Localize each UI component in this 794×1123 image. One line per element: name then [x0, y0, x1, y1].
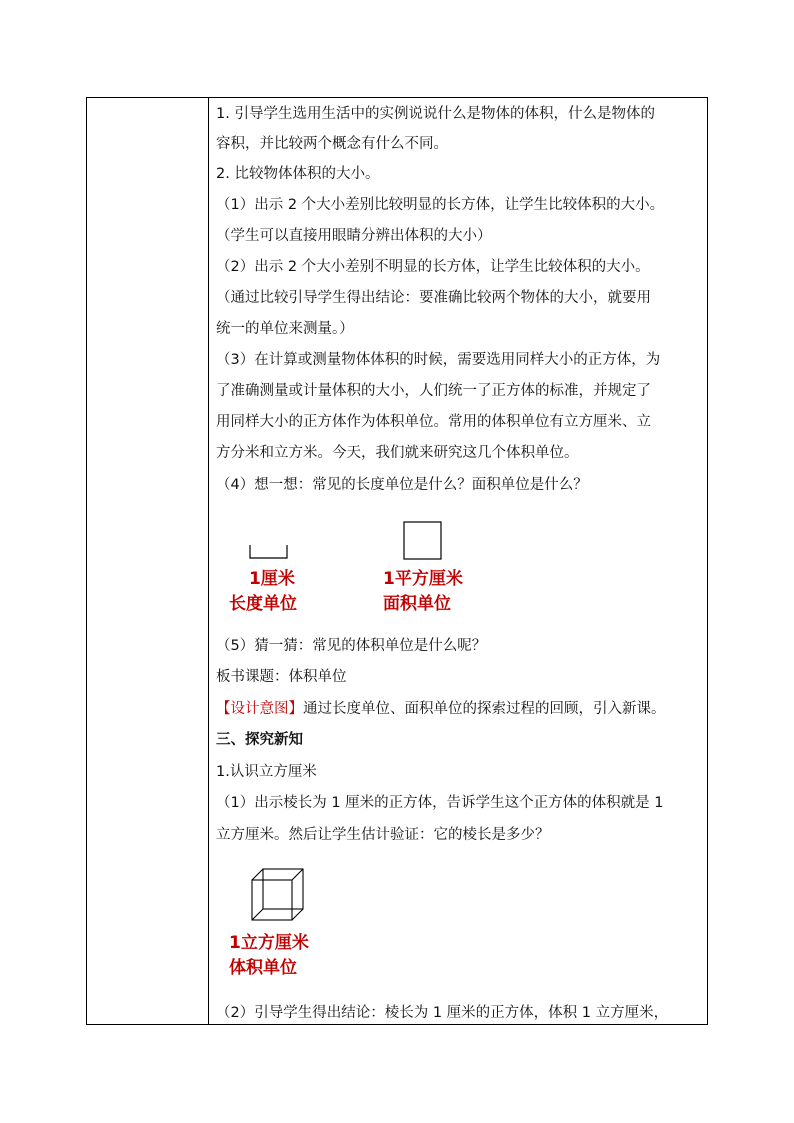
text-line: 2. 比较物体体积的大小。 — [216, 166, 380, 182]
content-cell — [209, 98, 707, 1024]
text-line: （5）猜一猜：常见的体积单位是什么呢？ — [216, 638, 487, 654]
text-line: （1）出示棱长为 1 厘米的正方体，告诉学生这个正方体的体积就是 1 — [216, 795, 664, 811]
text-line: 统一的单位来测量。） — [216, 321, 354, 337]
sub-heading: 1.认识立方厘米 — [216, 764, 317, 780]
text-line: （1）出示 2 个大小差别比较明显的长方体，让学生比较体积的大小。 — [216, 197, 665, 213]
length-unit-label: 长度单位 — [229, 594, 297, 614]
length-unit-value: 1厘米 — [249, 569, 295, 589]
area-unit-label: 面积单位 — [383, 594, 451, 614]
text-line: 板书课题：体积单位 — [216, 669, 347, 685]
text-line: （4）想一想：常见的长度单位是什么？面积单位是什么？ — [216, 477, 588, 493]
design-intent-tag: 【设计意图】 — [216, 701, 303, 717]
length-unit-figure — [247, 543, 291, 561]
text-line: （3）在计算或测量物体体积的时候，需要选用同样大小的正方体，为 — [216, 352, 661, 368]
text-line: 立方厘米。然后让学生估计验证：它的棱长是多少？ — [216, 827, 550, 843]
text-line: 用同样大小的正方体作为体积单位。常用的体积单位有立方厘米、立 — [216, 414, 651, 430]
area-unit-value: 1平方厘米 — [383, 569, 463, 589]
text-line: 1. 引导学生选用生活中的实例说说什么是物体的体积，什么是物体的 — [216, 106, 655, 122]
volume-unit-label: 体积单位 — [229, 958, 297, 978]
text-line: （2）引导学生得出结论：棱长为 1 厘米的正方体，体积 1 立方厘米， — [216, 1005, 669, 1021]
text-line: 容积，并比较两个概念有什么不同。 — [216, 136, 448, 152]
design-intent — [216, 699, 666, 719]
text-line: 方分米和立方米。今天，我们就来研究这几个体积单位。 — [216, 445, 579, 461]
design-intent-text: 通过长度单位、面积单位的探索过程的回顾，引入新课。 — [303, 701, 666, 717]
text-line: （2）出示 2 个大小差别不明显的长方体，让学生比较体积的大小。 — [216, 259, 650, 275]
section-heading: 三、探究新知 — [216, 732, 303, 748]
lesson-table — [86, 97, 708, 1025]
area-unit-figure — [403, 521, 443, 561]
text-line: （学生可以直接用眼睛分辨出体积的大小） — [216, 228, 492, 244]
volume-unit-cube-figure — [251, 868, 307, 924]
text-line: 了准确测量或计量体积的大小，人们统一了正方体的标准，并规定了 — [216, 383, 651, 399]
volume-unit-value: 1立方厘米 — [229, 933, 309, 953]
text-line: （通过比较引导学生得出结论：要准确比较两个物体的大小，就要用 — [216, 290, 651, 306]
